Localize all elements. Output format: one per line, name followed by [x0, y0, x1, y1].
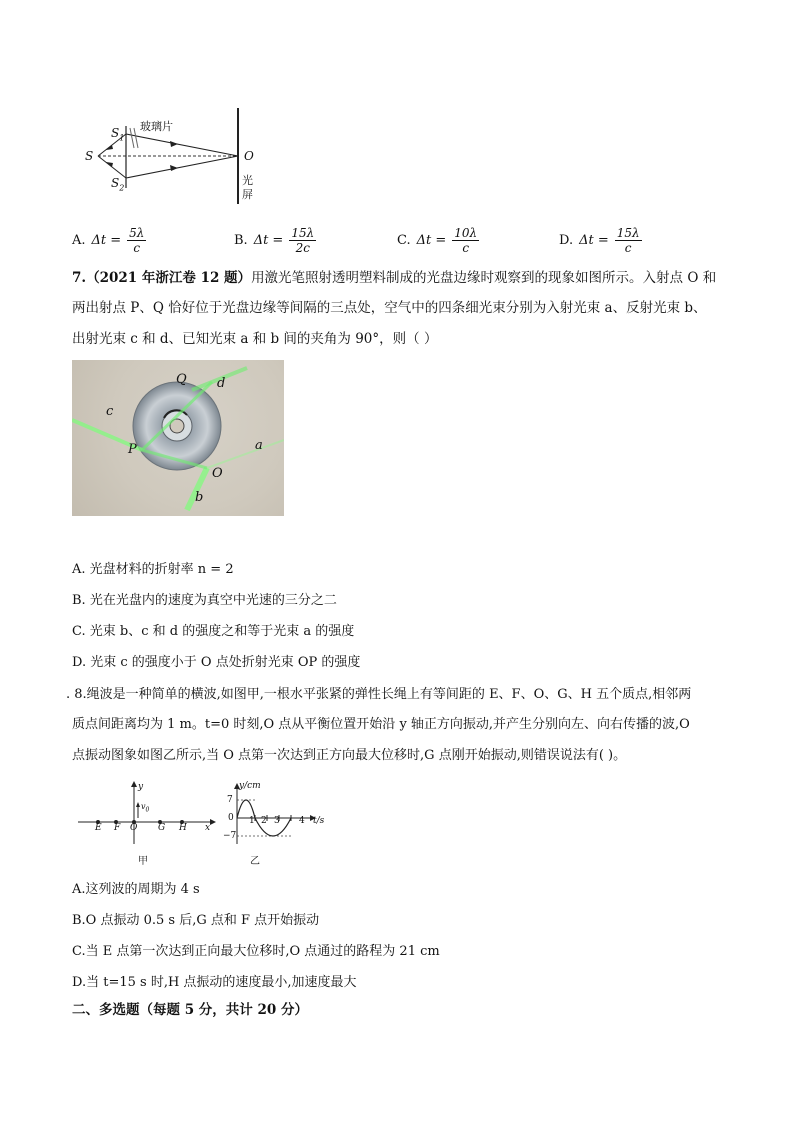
fig1-label-screen1: 光	[242, 174, 253, 187]
photo-label-c: c	[106, 404, 114, 419]
yi-label-t3: 3	[274, 816, 280, 826]
fig1-label-S: S	[85, 149, 94, 163]
jia-label-H: H	[179, 823, 187, 833]
fig1-label-O: O	[244, 149, 254, 163]
q7-line2: 两出射点 P、Q 恰好位于光盘边缘等间隔的三点处，空气中的四条细光束分别为入射光束 a、反射光束 b、	[72, 300, 707, 316]
double-slit-figure	[78, 108, 268, 208]
q7-line3: 出射光束 c 和 d、已知光束 a 和 b 间的夹角为 90°，则（ ）	[72, 331, 438, 347]
q8-line2: 质点间距离均为 1 m。t=0 时刻,O 点从平衡位置开始沿 y 轴正方向振动,并产生分别向左、向右传播的波,O	[72, 717, 690, 732]
jia-label-F: F	[114, 823, 121, 833]
fig1-label-screen2: 屏	[242, 188, 253, 201]
q8-line1: . 8.绳波是一种简单的横波,如图甲,一根水平张紧的弹性长绳上有等间距的 E、F、O、G、H 五个质点,相邻两	[66, 687, 692, 702]
q6-option-b: B. Δt = $\frac{15\lambda}{2c}$	[234, 226, 315, 255]
q6-option-a: A. Δt = $\frac{5\lambda}{c}$	[72, 226, 145, 255]
fraction: $\frac{15\lambda}{c}$	[616, 226, 640, 255]
q8-option-c: C.当 E 点第一次达到正向最大位移时,O 点通过的路程为 21 cm	[72, 944, 440, 959]
yi-label-p7: 7	[227, 795, 233, 805]
fraction: $\frac{10\lambda}{c}$	[454, 226, 478, 255]
photo-label-Q: Q	[176, 372, 187, 387]
yi-label-ycm: y/cm	[239, 781, 261, 791]
fig1-label-S1: $S_1$	[111, 126, 125, 143]
jia-label-E: E	[95, 823, 102, 833]
cd-laser-photo	[72, 360, 284, 516]
section-heading-multiple-choice: 二、多选题（每题 5 分，共计 20 分）	[72, 1002, 308, 1018]
yi-caption: 乙	[250, 856, 260, 867]
yi-label-t1: 1	[249, 816, 255, 826]
fraction: $\frac{15\lambda}{2c}$	[291, 226, 315, 255]
q6-option-d: D. Δt = $\frac{15\lambda}{c}$	[559, 226, 640, 255]
q8-option-b: B.O 点振动 0.5 s 后,G 点和 F 点开始振动	[72, 913, 320, 928]
photo-label-b: b	[195, 490, 204, 505]
yi-label-t2: 2	[261, 816, 267, 826]
q8-line3: 点振动图象如图乙所示,当 O 点第一次达到正方向最大位移时,G 点刚开始振动,则错误说法有( )。	[72, 748, 627, 763]
q7-option-a: A. 光盘材料的折射率 n = 2	[72, 562, 234, 577]
jia-label-O: O	[130, 823, 138, 833]
jia-label-v: $v_0$	[141, 802, 150, 814]
q7-option-c: C. 光束 b、c 和 d 的强度之和等于光束 a 的强度	[72, 624, 355, 639]
q8-option-a: A.这列波的周期为 4 s	[72, 882, 200, 897]
photo-label-O: O	[212, 466, 223, 481]
photo-label-d: d	[217, 376, 226, 391]
fraction: $\frac{5\lambda}{c}$	[129, 226, 145, 255]
jia-label-G: G	[158, 823, 166, 833]
q7-option-b: B. 光在光盘内的速度为真空中光速的三分之二	[72, 593, 337, 608]
yi-label-zero: 0	[228, 813, 234, 823]
yi-label-tlabel: t/s	[313, 816, 325, 826]
yi-label-n7: −7	[223, 831, 237, 841]
photo-label-P: P	[128, 442, 137, 457]
jia-label-y: y	[138, 782, 144, 792]
q7-option-d: D. 光束 c 的强度小于 O 点处折射光束 OP 的强度	[72, 655, 361, 670]
jia-label-x: x	[205, 823, 211, 833]
q8-option-d: D.当 t=15 s 时,H 点振动的速度最小,加速度最大	[72, 975, 357, 990]
yi-label-t4: 4	[299, 816, 305, 826]
photo-label-a: a	[255, 438, 263, 453]
q6-option-c: C. Δt = $\frac{10\lambda}{c}$	[397, 226, 478, 255]
fig1-label-S2: $S_2$	[111, 176, 125, 193]
vibration-graph-yi	[225, 782, 335, 848]
q7-line1: 7.（2021 年浙江卷 12 题）用激光笔照射透明塑料制成的光盘边缘时观察到的现象如图所示。入射点 O 和	[72, 270, 717, 286]
jia-caption: 甲	[138, 856, 148, 867]
fig1-label-glass: 玻璃片	[140, 120, 173, 133]
